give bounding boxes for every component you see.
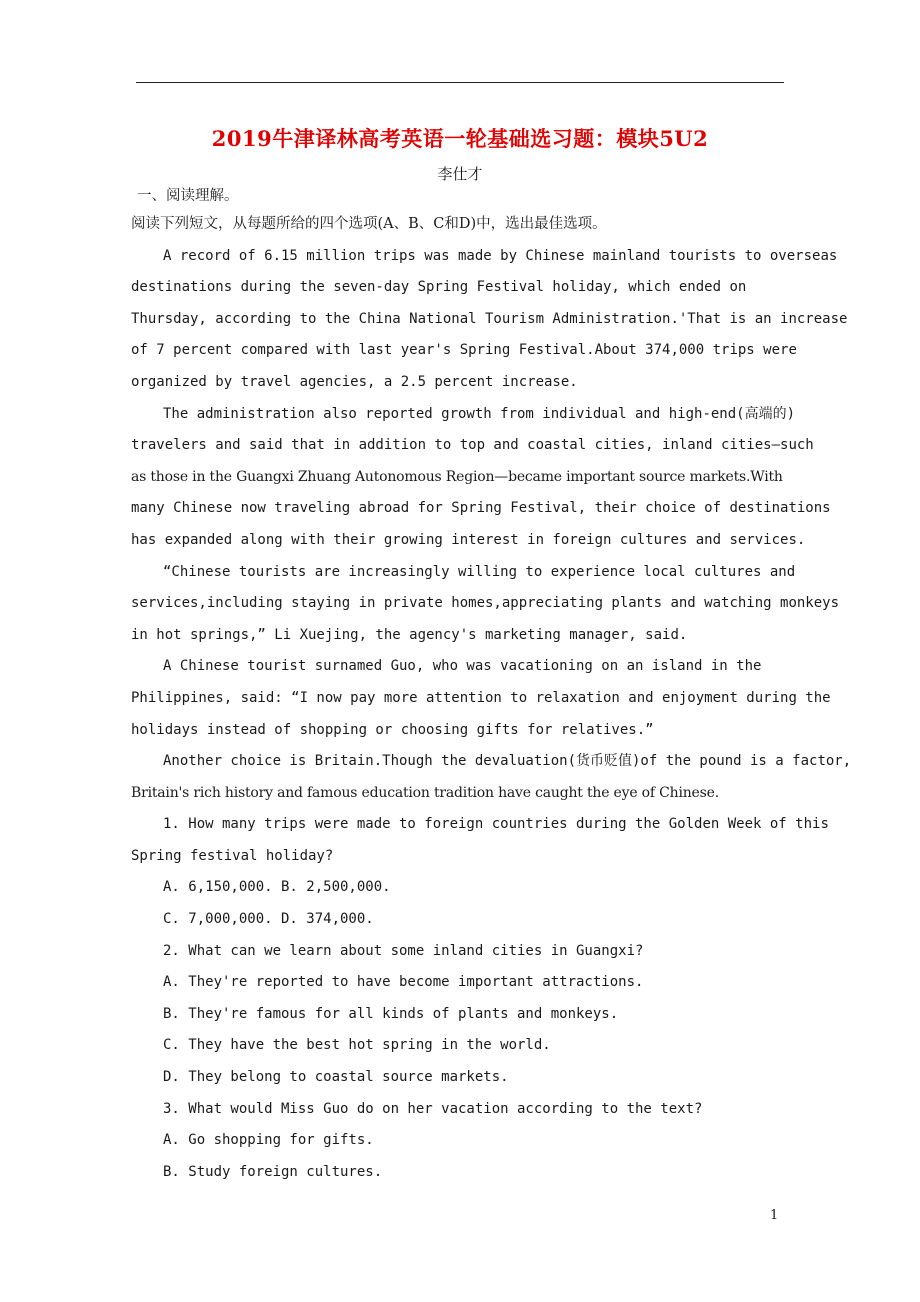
- passage-line: travelers and said that in addition to top and coastal cities, inland cities—such: [131, 437, 814, 454]
- header-rule: [136, 82, 784, 83]
- question-2-option-b: B. They're famous for all kinds of plants and monkeys.: [163, 1005, 619, 1022]
- question-2: 2. What can we learn about some inland cities in Guangxi?: [163, 942, 644, 959]
- question-3-option-b: B. Study foreign cultures.: [163, 1163, 383, 1180]
- passage-line: Britain's rich history and famous education tradition have caught the eye of Chinese.: [131, 784, 719, 801]
- question-2-option-d: D. They belong to coastal source markets.: [163, 1069, 509, 1086]
- author-name: 李仕才: [437, 165, 483, 183]
- passage-line: has expanded along with their growing interest in foreign cultures and services.: [131, 531, 806, 548]
- passage-line: A record of 6.15 million trips was made by Chinese mainland tourists to overseas: [163, 247, 838, 264]
- question-1: 1. How many trips were made to foreign countries during the Golden Week of this: [163, 816, 829, 833]
- question-1-continued: Spring festival holiday?: [131, 847, 334, 864]
- question-1-options-ab: A. 6,150,000. B. 2,500,000.: [163, 879, 391, 896]
- page-number: 1: [770, 1208, 779, 1223]
- passage-line: Another choice is Britain.Though the devaluation(货币贬值)of the pound is a factor,: [163, 753, 852, 770]
- section-heading: 一、阅读理解。: [137, 188, 239, 204]
- reading-passage: [131, 241, 851, 810]
- passage-line: holidays instead of shopping or choosing gifts for relatives.”: [131, 721, 654, 738]
- passage-line: destinations during the seven-day Spring Festival holiday, which ended on: [131, 279, 747, 296]
- passage-line: in hot springs,” Li Xuejing, the agency's marketing manager, said.: [131, 626, 688, 643]
- question-3-option-a: A. Go shopping for gifts.: [163, 1132, 374, 1149]
- question-2-option-c: C. They have the best hot spring in the world.: [163, 1037, 551, 1054]
- passage-line: as those in the Guangxi Zhuang Autonomous Region—became important source markets.With: [131, 468, 783, 485]
- passage-line: “Chinese tourists are increasingly willing to experience local cultures and: [163, 563, 796, 580]
- passage-line: many Chinese now traveling abroad for Spring Festival, their choice of destinations: [131, 500, 831, 517]
- document-body: [131, 184, 851, 1188]
- passage-line: A Chinese tourist surnamed Guo, who was vacationing on an island in the: [163, 658, 762, 675]
- document-title: 2019牛津译林高考英语一轮基础选习题：模块5U2: [211, 126, 709, 151]
- passage-line: organized by travel agencies, a 2.5 percent increase.: [131, 373, 578, 390]
- passage-line: services,including staying in private homes,appreciating plants and watching monkeys: [131, 595, 840, 612]
- instructions: 阅读下列短文，从每题所给的四个选项(A、B、C和D)中，选出最佳选项。: [131, 216, 607, 232]
- passage-line: Thursday, according to the China National Tourism Administration.'That is an increase: [131, 310, 848, 327]
- question-1-options-cd: C. 7,000,000. D. 374,000.: [163, 911, 374, 928]
- questions: [131, 809, 851, 1188]
- question-3: 3. What would Miss Guo do on her vacation according to the text?: [163, 1100, 703, 1117]
- passage-line: The administration also reported growth from individual and high-end(高端的): [163, 405, 796, 422]
- question-2-option-a: A. They're reported to have become important attractions.: [163, 974, 644, 991]
- passage-line: of 7 percent compared with last year's Spring Festival.About 374,000 trips were: [131, 342, 797, 359]
- passage-line: Philippines, said: “I now pay more attention to relaxation and enjoyment during the: [131, 689, 831, 706]
